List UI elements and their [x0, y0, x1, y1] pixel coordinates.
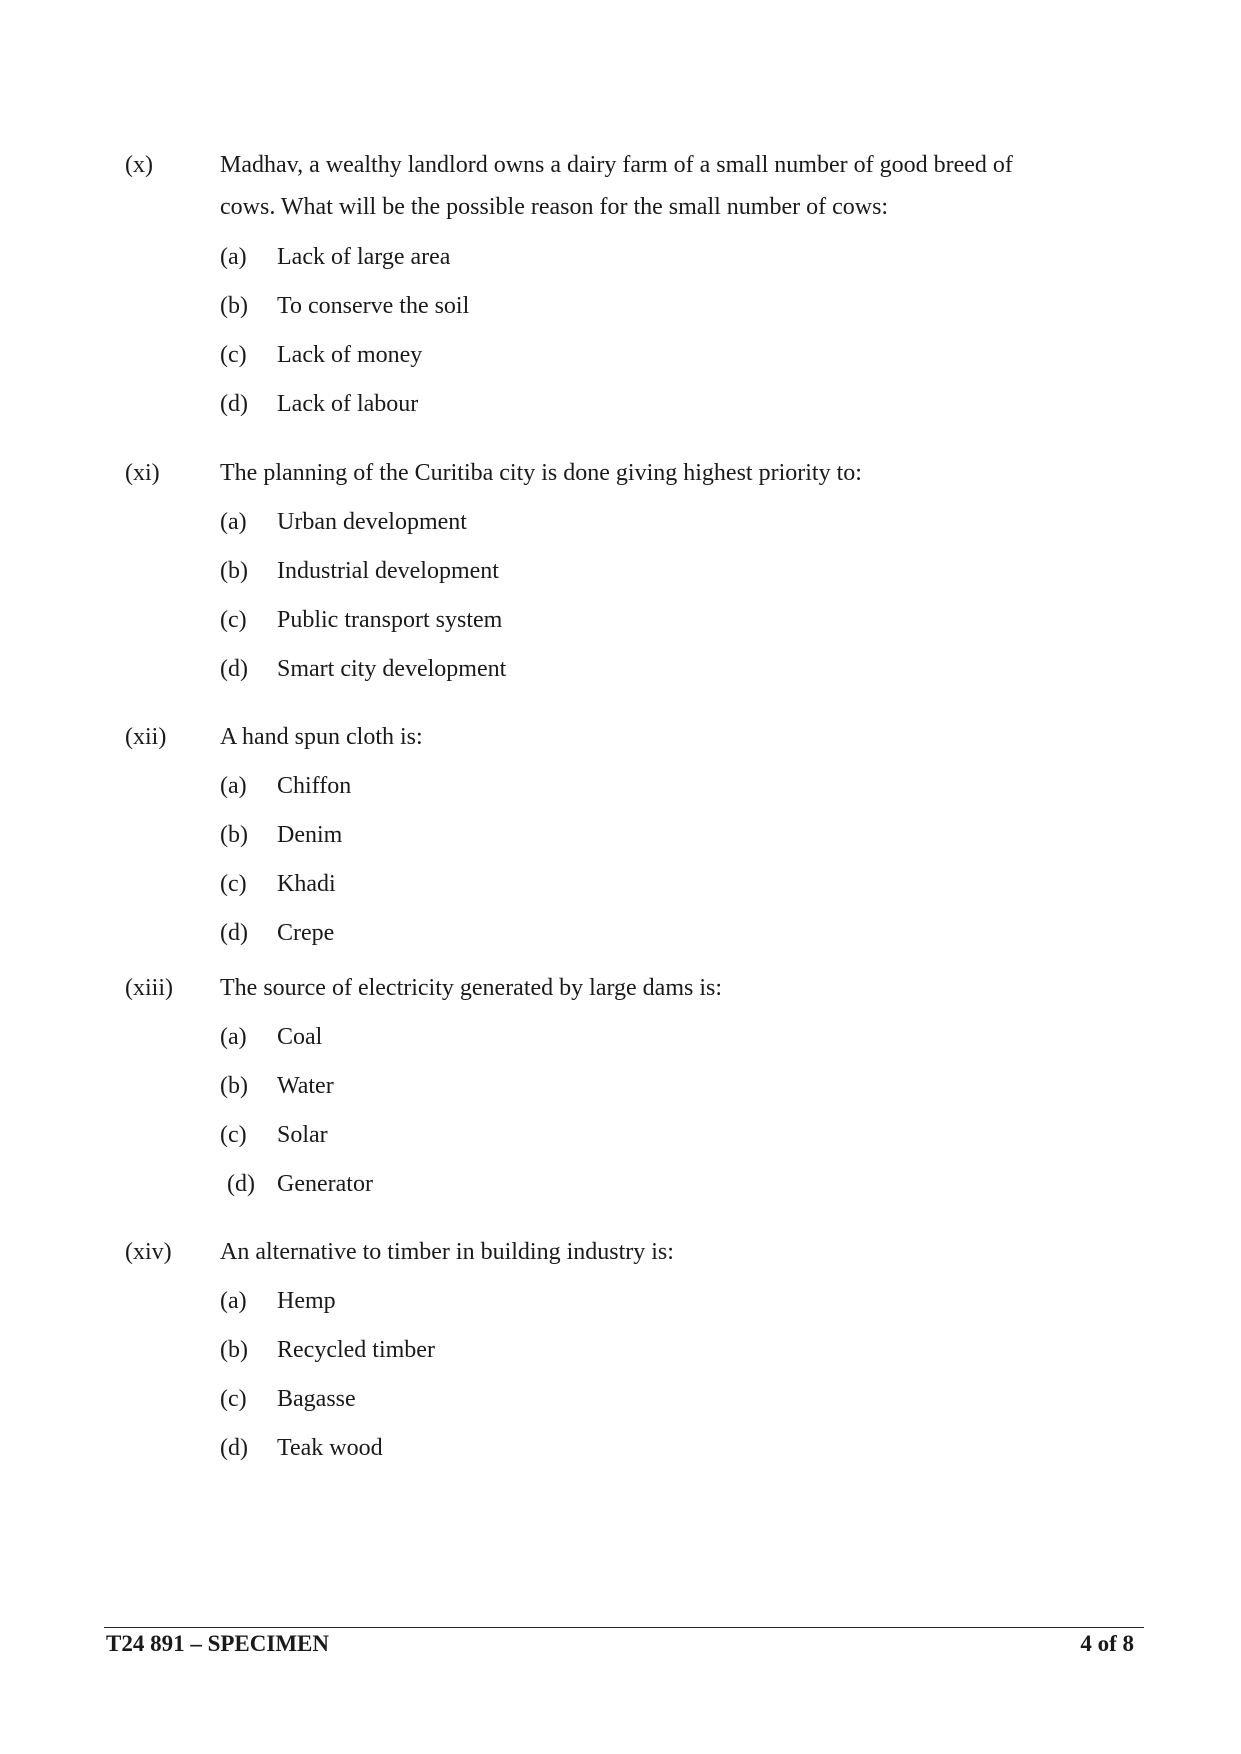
option-text: Khadi	[277, 871, 336, 897]
option-text: Solar	[277, 1122, 328, 1148]
option-text: Bagasse	[277, 1386, 356, 1412]
option-a	[0, 1016, 1241, 1058]
option-c	[0, 599, 1241, 641]
option-label: (a)	[220, 773, 247, 799]
option-label: (d)	[220, 391, 248, 417]
option-text: Urban development	[277, 509, 467, 535]
option-d	[0, 1163, 1241, 1205]
option-label: (c)	[220, 607, 247, 633]
option-text: Lack of labour	[277, 391, 419, 417]
question-text: A hand spun cloth is:	[220, 724, 423, 750]
option-text: Lack of money	[277, 342, 423, 368]
option-c	[0, 863, 1241, 905]
option-a	[0, 1280, 1241, 1322]
option-b	[0, 285, 1241, 327]
option-label: (d)	[220, 920, 248, 946]
question-text: The planning of the Curitiba city is done giving highest priority to:	[220, 460, 862, 486]
option-label: (d)	[227, 1171, 255, 1197]
question-number: (xiv)	[125, 1239, 172, 1265]
question-text: Madhav, a wealthy landlord owns a dairy farm of a small number of good breed of cows. What will be the possible reason for the small number of cows:	[220, 152, 1013, 220]
option-c	[0, 1114, 1241, 1156]
option-text: Generator	[277, 1171, 373, 1197]
option-label: (a)	[220, 1288, 247, 1314]
option-text: Teak wood	[277, 1435, 383, 1461]
option-b	[0, 1329, 1241, 1371]
option-a	[0, 236, 1241, 278]
option-label: (d)	[220, 656, 248, 682]
option-label: (b)	[220, 558, 248, 584]
question-number: (xi)	[125, 460, 160, 486]
option-c	[0, 1378, 1241, 1420]
question-number: (xiii)	[125, 975, 173, 1001]
option-text: Chiffon	[277, 773, 352, 799]
option-label: (c)	[220, 1122, 247, 1148]
question-text: An alternative to timber in building industry is:	[220, 1239, 674, 1265]
option-text: Smart city development	[277, 656, 507, 682]
option-label: (b)	[220, 293, 248, 319]
option-text: Public transport system	[277, 607, 503, 633]
option-d	[0, 383, 1241, 425]
footer-divider	[104, 1627, 1144, 1628]
option-c	[0, 334, 1241, 376]
option-d	[0, 912, 1241, 954]
option-text: To conserve the soil	[277, 293, 470, 319]
option-d	[0, 1427, 1241, 1469]
option-text: Recycled timber	[277, 1337, 435, 1363]
option-text: Denim	[277, 822, 343, 848]
option-a	[0, 765, 1241, 807]
option-label: (b)	[220, 822, 248, 848]
option-label: (c)	[220, 1386, 247, 1412]
option-text: Lack of large area	[277, 244, 451, 270]
option-label: (b)	[220, 1337, 248, 1363]
question-number: (x)	[125, 152, 153, 178]
question-number: (xii)	[125, 724, 167, 750]
option-b	[0, 814, 1241, 856]
paper-code: T24 891 – SPECIMEN	[106, 1631, 329, 1656]
option-b	[0, 1065, 1241, 1107]
option-label: (c)	[220, 871, 247, 897]
option-d	[0, 648, 1241, 690]
option-text: Industrial development	[277, 558, 499, 584]
option-text: Crepe	[277, 920, 335, 946]
option-label: (a)	[220, 1024, 247, 1050]
option-label: (a)	[220, 244, 247, 270]
option-text: Coal	[277, 1024, 323, 1050]
option-label: (c)	[220, 342, 247, 368]
question-text: The source of electricity generated by large dams is:	[220, 975, 723, 1001]
option-text: Hemp	[277, 1288, 336, 1314]
option-label: (a)	[220, 509, 247, 535]
option-text: Water	[277, 1073, 334, 1099]
option-a	[0, 501, 1241, 543]
option-b	[0, 550, 1241, 592]
option-label: (b)	[220, 1073, 248, 1099]
option-label: (d)	[220, 1435, 248, 1461]
page-number: 4 of 8	[1080, 1631, 1134, 1656]
